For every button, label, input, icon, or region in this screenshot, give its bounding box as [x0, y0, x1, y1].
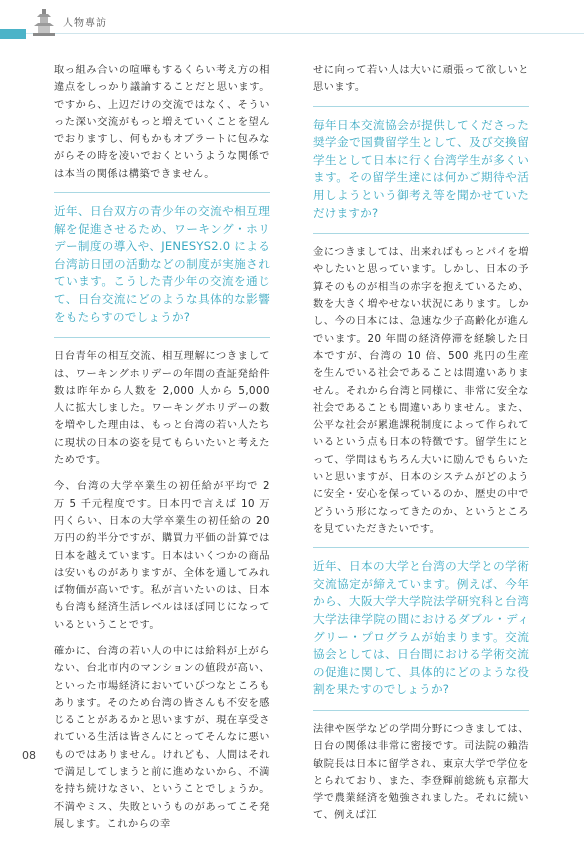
body-paragraph: せに向って若い人は大いに頑張って欲しいと思います。: [313, 65, 529, 94]
interview-question: 近年、日本の大学と台湾の大学との学術交流協定が締えています。例えば、今年から、大阪大学大学院法学研究科と台湾大学法律学院の間におけるダブル・ディグリー・プログラムが始まります。交流協会としては、日台間における学術交流の促進に関して、具体的にどのような役割を果たすのでしょうか?: [313, 559, 529, 697]
section-label: 人物專訪: [63, 18, 107, 29]
pagoda-logo-icon: [31, 8, 57, 38]
page-number: 08: [22, 749, 36, 762]
right-column: [313, 62, 529, 834]
interview-question: 近年、日台双方の青少年の交流や相互理解を促進させるため、ワーキング・ホリデー制度の導入や、JENESYS2.0 による台湾訪日団の活動などの制度が実施されています。こうした青少年の交流を通じて、日台交流にどのような具体的な影響をもたらすのでしょうか?: [54, 204, 270, 324]
question-divider: [313, 710, 529, 711]
question-divider: [313, 106, 529, 107]
answer-paragraph: 法律や医学などの学問分野につきましては、日台の関係は非常に密接です。司法院の賴浩敏院長は日本に留学され、東京大学で学位をとられており、また、李登輝前総統も京都大学で農業経済を勉強されました。それに続いて、例えば江: [313, 723, 529, 822]
left-column: [54, 62, 270, 842]
question-divider: [313, 233, 529, 234]
question-divider: [54, 192, 270, 193]
answer-paragraph: 今、台湾の大学卒業生の初任給が平均で 2 万 5 千元程度です。日本円で言えば 10 万円くらい、日本の大学卒業生の初任給の 20 万円の約半分ですが、購買力平価の計算では日本を越えています。日本はいくつかの商品は安いものがありますが、全体を通してみれば物価が高いです。私が言いたいのは、日本も台湾も経済生活レベルはほぼ同じになっているということです。: [54, 481, 270, 631]
question-divider: [313, 547, 529, 548]
header-rule: [0, 33, 584, 34]
answer-paragraph: 金につきましては、出来ればもっとパイを増やしたいと思っています。しかし、日本の予算そのものが相当の赤字を抱えているため、数を大きく増やせない状況にあります。しかし、今の日本には、急速な少子高齢化が進んでいます。20 年間の経済停滞を経験した日本ですが、台湾の 10 倍、500 兆円の生産を生んでいる社会であることは間違いありません。それから台湾と同様に、非常に安全な社会であることも間違いありません。また、公平な社会が累進課税制度によって作られているという点も日本の特徴です。留学生にとって、学問はもちろん大いに励んでもらいたいと思いますが、日本のシステムがどのように安全・安心を保っているのか、歴史の中でどういう形になってきたのか、というところを見ていただきたいです。: [313, 247, 529, 535]
interview-question: 毎年日本交流協会が提供してくださった奨学金で国費留学生として、及び交換留学生として日本に行く台湾学生が多くいます。その留学生達には何かご期待や活用しようという御考え等を聞かせていただけますか?: [313, 117, 529, 220]
body-paragraph: 取っ組み合いの喧嘩もするくらい考え方の相違点をしっかり議論することだと思います。ですから、上辺だけの交流ではなく、そういった深い交流がもっと増えていくことを望んでおりますし、何もかもオブラートに包みながらその時を凌いでおくというような関係では本当の関係は構築できません。: [54, 65, 270, 180]
answer-paragraph: 確かに、台湾の若い人の中には給料が上がらない、台北市内のマンションの値段が高い、といった市場経済においていびつなところもあります。そのため台湾の皆さんも不安を感じることがあるかと思いますが、現在享受されている生活は皆さんにとってそんなに悪いものではありません。けれども、人間はそれで満足してしまうと前に進めないから、不満を持ち続けなさい、ということでしょうか。不満やミス、失敗というものがあってこそ発展します。これからの幸: [54, 645, 270, 830]
question-divider: [54, 337, 270, 338]
answer-paragraph: 日台青年の相互交流、相互理解につきましては、ワーキングホリデーの年間の査証発給件数は昨年から人数を 2,000 人から 5,000 人に拡大しました。ワーキングホリデーの数を増やした理由は、もっと台湾の若い人たちに現状の日本の姿を見てもらいたいと考えたためです。: [54, 351, 270, 467]
header-accent-tab: [0, 29, 26, 39]
